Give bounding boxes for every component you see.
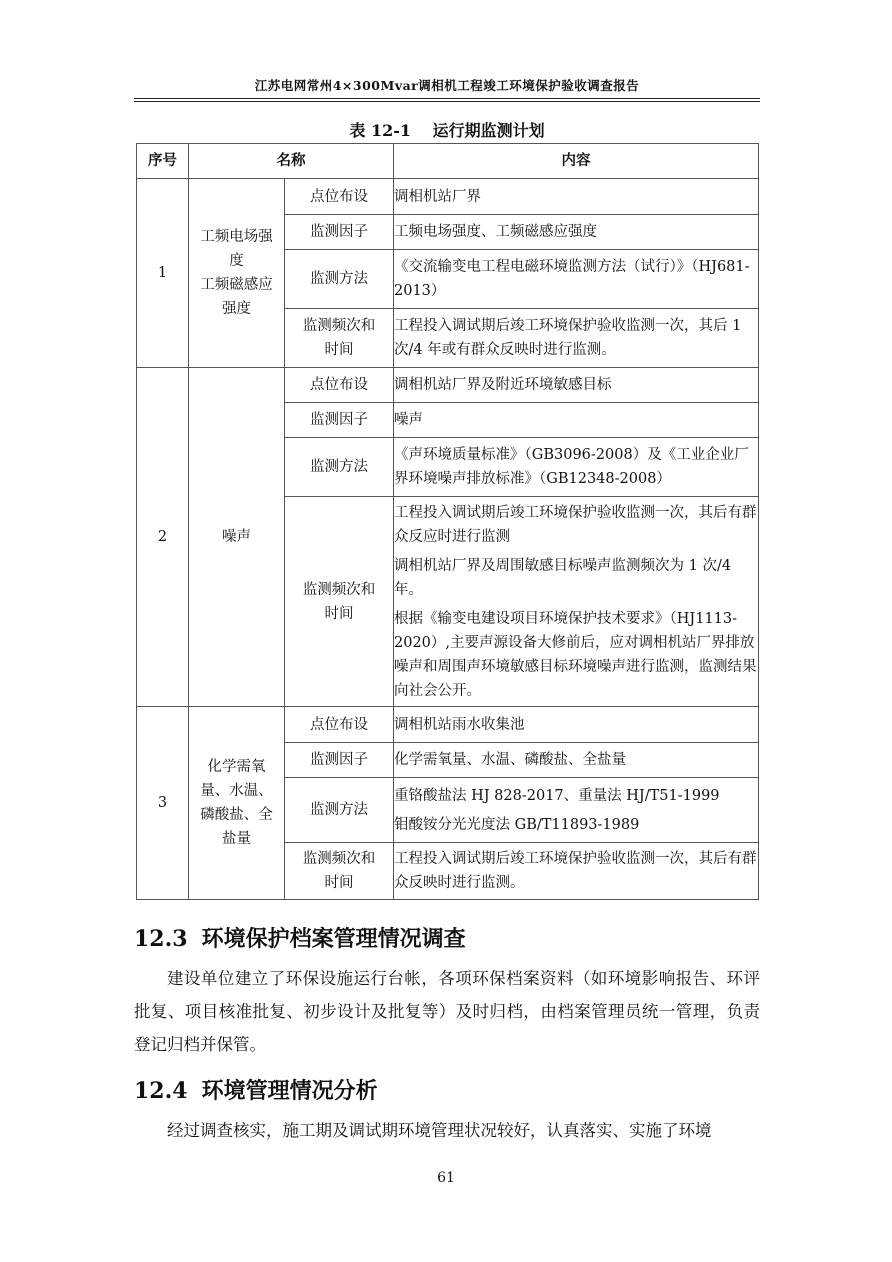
running-header: 江苏电网常州4×300Mvar调相机工程竣工环境保护验收调查报告: [254, 78, 640, 93]
section-title-12-3: [134, 922, 466, 953]
section-title-12-4: [134, 1074, 378, 1105]
item-content: 调相机站厂界: [394, 179, 759, 215]
item-content: 调相机站厂界及附近环境敏感目标: [394, 368, 759, 403]
item-label: 监测因子: [285, 215, 394, 250]
monitoring-plan-table: [136, 143, 759, 900]
item-content: 化学需氧量、水温、磷酸盐、全盐量: [394, 743, 759, 778]
group-seq: 1: [137, 179, 189, 368]
table-row: [137, 368, 759, 403]
item-label: 监测频次和 时间: [285, 843, 394, 900]
item-content: 《交流输变电工程电磁环境监测方法（试行）》（HJ681-2013）: [394, 250, 759, 309]
group-name: [189, 707, 285, 900]
group-name: [189, 368, 285, 707]
section-body-12-4: 经过调查核实，施工期及调试期环境管理状况较好，认真落实、实施了环境: [167, 1121, 712, 1140]
header-seq: 序号: [137, 144, 189, 179]
header-name: 名称: [189, 144, 394, 179]
item-label: 点位布设: [285, 368, 394, 403]
section-heading: 环境管理情况分析: [201, 1078, 378, 1104]
item-label: 监测方法: [285, 438, 394, 497]
header-content: 内容: [394, 144, 759, 179]
table-caption: [134, 118, 760, 141]
item-content: 噪声: [394, 403, 759, 438]
section-number: 12.4: [134, 1078, 188, 1104]
item-label: 监测因子: [285, 403, 394, 438]
header-rule-thin: [134, 101, 760, 102]
table-row: [137, 179, 759, 215]
group-name-line: 噪声: [222, 529, 251, 545]
table-caption-text: 运行期监测计划: [432, 121, 545, 140]
item-label: 监测因子: [285, 743, 394, 778]
item-content: 《声环境质量标准》（GB3096-2008）及《工业企业厂界环境噪声排放标准》（GB12348-2008）: [394, 438, 759, 497]
group-name-line: 工频电场强度: [200, 229, 273, 269]
section-heading: 环境保护档案管理情况调查: [201, 926, 466, 952]
section-number: 12.3: [134, 926, 188, 952]
header-rule: [134, 98, 760, 99]
section-body-12-3: 建设单位建立了环保设施运行台帐，各项环保档案资料（如环境影响报告、环评批复、项目核准批复、初步设计及批复等）及时归档，由档案管理员统一管理，负责登记归档并保管。: [134, 969, 760, 1054]
group-seq: 3: [137, 707, 189, 900]
item-content: 工程投入调试期后竣工环境保护验收监测一次，其后 1 次/4 年或有群众反映时进行监测。: [394, 309, 759, 368]
group-name: [189, 179, 285, 368]
group-name-line: 工频磁感应强度: [200, 277, 273, 317]
item-content: 工程投入调试期后竣工环境保护验收监测一次，其后有群众反应时进行监测 调相机站厂界及周围敏感目标噪声监测频次为 1 次/4 年。 根据《输变电建设项目环境保护技术要求》（HJ1113-2020）,主要声源设备大修前后，应对调相机站厂界排放噪声和周围声环境敏感目标环境噪声进行监测，监测结果向社会公开。: [394, 497, 759, 707]
group-seq: 2: [137, 368, 189, 707]
table-header-row: [137, 144, 759, 179]
table-row: [137, 707, 759, 743]
item-label: 监测频次和 时间: [285, 309, 394, 368]
item-content: 调相机站雨水收集池: [394, 707, 759, 743]
page-number: 61: [437, 1170, 455, 1186]
item-content: 重铬酸盐法 HJ 828-2017、重量法 HJ/T51-1999 钼酸铵分光光度法 GB/T11893-1989: [394, 778, 759, 843]
item-label: 监测方法: [285, 250, 394, 309]
item-label: 监测方法: [285, 778, 394, 843]
item-content: 工程投入调试期后竣工环境保护验收监测一次，其后有群众反映时进行监测。: [394, 843, 759, 900]
table-caption-number: 表 12-1: [349, 121, 412, 140]
item-content: 工频电场强度、工频磁感应强度: [394, 215, 759, 250]
item-label: 点位布设: [285, 707, 394, 743]
group-name-line: 化学需氧量、水温、磷酸盐、全盐量: [200, 759, 273, 847]
item-label: 监测频次和 时间: [285, 497, 394, 707]
item-label: 点位布设: [285, 179, 394, 215]
